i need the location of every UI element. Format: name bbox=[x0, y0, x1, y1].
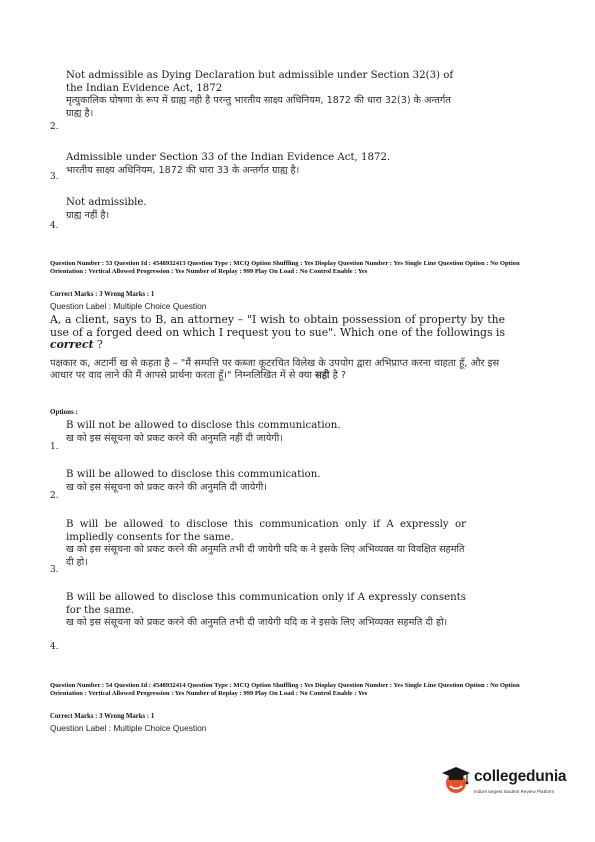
option-text-hi: मृत्युकालिक घोषणा के रूप में ग्राह्य नही है परन्तु भारतीय साक्ष्य अधिनियम, 1872 की धारा 32(3) के अन्तर्गत ग्राह्य है। bbox=[66, 95, 451, 119]
logo-tagline: India's largest Student Review Platform bbox=[474, 789, 555, 794]
question-text-hi-emphasis: सही bbox=[315, 370, 330, 382]
option-text-en: B will be allowed to disclose this communication. bbox=[66, 469, 321, 480]
question-label: Question Label : Multiple Choice Question bbox=[50, 723, 207, 733]
option-text-en: Not admissible as Dying Declaration but admissible under Section 32(3) of the Indian Evidence Act, 1872 bbox=[66, 70, 454, 94]
option-2 bbox=[50, 469, 480, 501]
question-text-hi bbox=[50, 358, 505, 383]
option-text-en: Admissible under Section 33 of the Indian Evidence Act, 1872. bbox=[66, 152, 391, 163]
option-text-hi: ख को इस संसूचना को प्रकट करने की अनुमति तभी दी जायेगी यदि क ने इसके लिए अभिव्यक्त सहमति दी हो। bbox=[66, 617, 448, 628]
option-text-en: B will not be allowed to disclose this communication. bbox=[66, 420, 341, 431]
option-text-en: B will be allowed to disclose this communication only if A expressly or impliedly consents for the same. bbox=[66, 519, 466, 543]
option-number: 1. bbox=[50, 442, 59, 452]
option-text-hi: ख को इस संसूचना को प्रकट करने की अनुमति दी जायेगी। bbox=[66, 481, 267, 493]
question-text-en-emphasis: correct bbox=[50, 338, 94, 352]
question-text-en-end: ? bbox=[93, 338, 103, 352]
option-4 bbox=[50, 592, 480, 652]
option-number: 4. bbox=[50, 642, 59, 652]
option-number: 2. bbox=[50, 491, 59, 501]
option-3 bbox=[50, 519, 480, 575]
option-1 bbox=[50, 420, 480, 452]
graduation-cap-icon bbox=[440, 764, 472, 796]
option-number: 4. bbox=[50, 221, 59, 231]
question-marks: Correct Marks : 3 Wrong Marks : 1 bbox=[50, 291, 155, 298]
question-meta: Question Number : 54 Question Id : 4548932414 Question Type : MCQ Option Shuffling : Yes Display Question Number : Yes Single Line Question Option : No Option Orientation : Vertical Allowed Progression : Yes Number of Replay : 999 Play On Load : No Control Enable : Yes bbox=[50, 682, 520, 697]
question-text-hi-end: है ? bbox=[329, 370, 347, 382]
option-number: 3. bbox=[50, 565, 59, 575]
option-text-hi: भारतीय साक्ष्य अधिनियम, 1872 की धारा 33 के अन्तर्गत ग्राह्य है। bbox=[66, 164, 300, 176]
question-text-en bbox=[50, 314, 505, 352]
option-text-hi: ग्राह्य नहीं है। bbox=[66, 209, 110, 221]
option-number: 3. bbox=[50, 172, 59, 182]
logo-name: collegedunia bbox=[474, 768, 567, 785]
prev-option-4 bbox=[50, 197, 480, 231]
question-text-en-main: A, a client, says to B, an attorney – "I wish to obtain possession of property by the use of a forged deed on which I request you to sue". Which one of the followings is bbox=[50, 313, 505, 339]
question-marks: Correct Marks : 3 Wrong Marks : 1 bbox=[50, 713, 155, 720]
question-label: Question Label : Multiple Choice Question bbox=[50, 301, 207, 311]
question-text-hi-main: पक्षकार क, अटार्नी ख से कहता है – "मैं सम्पत्ति पर कब्जा कूटरचित विलेख के उपयोग द्वारा अभिप्राप्त करना चाहता हूँ, और इस आधार पर वाद लाने की मैं आपसे प्रार्थना करता हूँ।" निम्नलिखित में से क्या bbox=[50, 358, 500, 382]
option-number: 2. bbox=[50, 122, 59, 132]
prev-option-2 bbox=[50, 70, 480, 132]
option-text-hi: ख को इस संसूचना को प्रकट करने की अनुमति तभी दी जायेगी यदि क ने इसके लिए अभिव्यक्त या विवक्षित सहमति दी हो। bbox=[66, 544, 465, 568]
question-meta: Question Number : 53 Question Id : 4548932413 Question Type : MCQ Option Shuffling : Yes Display Question Number : Yes Single Line Question Option : No Option Orientation : Vertical Allowed Progression : Yes Number of Replay : 999 Play On Load : No Control Enable : Yes bbox=[50, 260, 520, 275]
option-text-en: Not admissible. bbox=[66, 197, 147, 208]
option-text-en: B will be allowed to disclose this communication only if A expressly consents for the same. bbox=[66, 592, 466, 616]
prev-option-3 bbox=[50, 152, 480, 182]
options-label: Options : bbox=[50, 408, 78, 416]
collegedunia-logo bbox=[440, 762, 567, 802]
option-text-hi: ख को इस संसूचना को प्रकट करने की अनुमति नहीं दी जायेगी। bbox=[66, 432, 283, 444]
